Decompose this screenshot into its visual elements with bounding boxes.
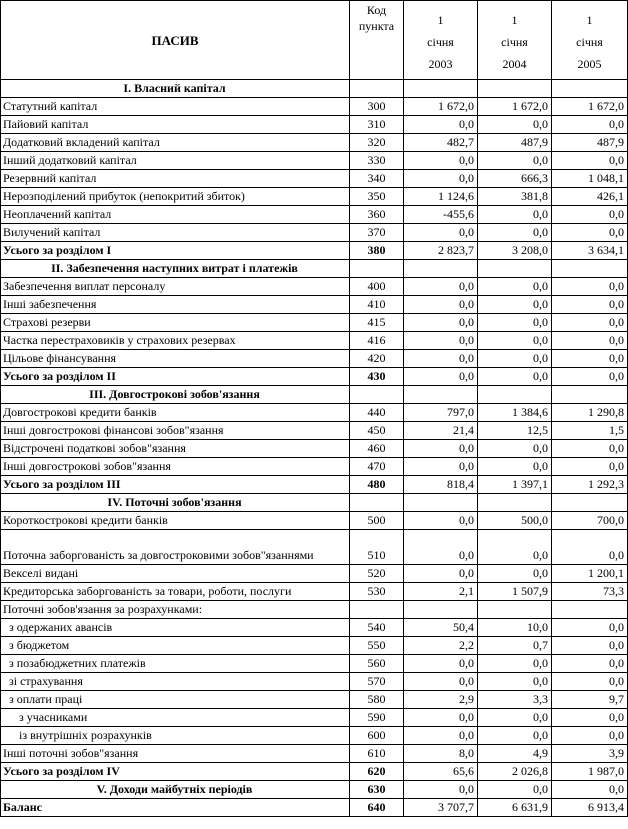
row-label: Інший додатковий капітал [1,152,350,170]
value-2005: 6 913,4 [552,799,628,817]
value-2003: 8,0 [404,745,478,763]
value-2003: 1 124,6 [404,188,478,206]
value-2004: 0,0 [478,152,552,170]
empty-cell [478,601,552,619]
table-row [1,530,628,565]
row-code: 530 [350,583,404,601]
row-label: Короткострокові кредити банків [1,512,350,530]
table-row [1,296,628,314]
value-2004: 0,7 [478,637,552,655]
value-2005: 0,0 [552,224,628,242]
value-2003: 0,0 [404,332,478,350]
value-2003: 65,6 [404,763,478,781]
value-2005: 0,0 [552,458,628,476]
total-row [1,242,628,260]
row-code: 450 [350,422,404,440]
row-label: Баланс [1,799,350,817]
section-title: IV. Поточні зобов'язання [1,494,350,512]
value-2005: 1 290,8 [552,404,628,422]
row-label: зі страхування [1,673,350,691]
row-code: 570 [350,673,404,691]
table-row [1,727,628,745]
value-2005: 0,0 [552,116,628,134]
row-label: Додатковий вкладений капітал [1,134,350,152]
value-2003: 0,0 [404,314,478,332]
value-2003: 50,4 [404,619,478,637]
row-label: з одержаних авансів [1,619,350,637]
value-2004: 0,0 [478,727,552,745]
section-header-row [1,260,628,278]
row-code: 460 [350,440,404,458]
row-code: 310 [350,116,404,134]
value-2004: 0,0 [478,655,552,673]
value-2003: 0,0 [404,350,478,368]
value-2004: 0,0 [478,332,552,350]
value-2004: 0,0 [478,458,552,476]
value-2003: 0,0 [404,565,478,583]
value-2005: 73,3 [552,583,628,601]
value-2004: 0,0 [478,278,552,296]
value-2003: 0,0 [404,152,478,170]
table-row [1,152,628,170]
value-2003: 0,0 [404,512,478,530]
row-code: 480 [350,476,404,494]
row-code: 415 [350,314,404,332]
empty-cell [404,260,478,278]
value-2005: 0,0 [552,673,628,691]
value-2004: 0,0 [478,565,552,583]
value-2005: 0,0 [552,637,628,655]
table-row [1,583,628,601]
value-2003: 0,0 [404,116,478,134]
table-row [1,691,628,709]
value-2004: 0,0 [478,224,552,242]
value-2004: 0,0 [478,440,552,458]
code-column-header: Код пункта [350,1,404,80]
row-label: Інші довгострокові зобов"язання [1,458,350,476]
empty-cell [350,260,404,278]
header-row [1,1,628,80]
section-title: І. Власний капітал [1,80,350,98]
row-label: Відстрочені податкові зобов"язання [1,440,350,458]
empty-cell [552,386,628,404]
empty-cell [404,601,478,619]
value-2005: 0,0 [552,530,628,565]
value-2004: 0,0 [478,781,552,799]
value-2004: 500,0 [478,512,552,530]
value-2003: 0,0 [404,709,478,727]
value-2005: 0,0 [552,350,628,368]
value-2005: 0,0 [552,619,628,637]
row-label: з позабюджетних платежів [1,655,350,673]
total-row [1,368,628,386]
table-row [1,404,628,422]
total-row [1,799,628,817]
row-code: 610 [350,745,404,763]
total-row [1,763,628,781]
empty-cell [552,494,628,512]
row-label: Поточна заборгованість за довгостроковими зобов"язаннями [1,530,350,565]
empty-cell [478,80,552,98]
section-header-row [1,781,628,799]
row-label: Інші поточні зобов"язання [1,745,350,763]
value-2004: 10,0 [478,619,552,637]
row-label: із внутрішніх розрахунків [1,727,350,745]
value-2005: 1 987,0 [552,763,628,781]
value-2004: 1 397,1 [478,476,552,494]
table-row [1,440,628,458]
value-2003: 482,7 [404,134,478,152]
row-code: 500 [350,512,404,530]
row-label: Цільове фінансування [1,350,350,368]
row-code: 550 [350,637,404,655]
empty-cell [478,386,552,404]
table-row [1,512,628,530]
table-row [1,745,628,763]
row-code: 330 [350,152,404,170]
value-2003: 2,2 [404,637,478,655]
row-label: Кредиторська заборгованість за товари, роботи, послуги [1,583,350,601]
value-2005: 0,0 [552,152,628,170]
value-2004: 0,0 [478,206,552,224]
row-code: 380 [350,242,404,260]
section-header-row [1,494,628,512]
row-code: 420 [350,350,404,368]
value-2003: 0,0 [404,673,478,691]
value-2005: 9,7 [552,691,628,709]
value-2003: 0,0 [404,368,478,386]
value-2005: 1 200,1 [552,565,628,583]
value-2005: 0,0 [552,206,628,224]
row-label: з оплати праці [1,691,350,709]
row-label: Інші забезпечення [1,296,350,314]
value-2005: 487,9 [552,134,628,152]
empty-cell [404,80,478,98]
table-row [1,458,628,476]
empty-cell [552,260,628,278]
row-code: 640 [350,799,404,817]
value-2004: 2 026,8 [478,763,552,781]
empty-cell [552,601,628,619]
value-2005: 0,0 [552,727,628,745]
empty-cell [350,80,404,98]
table-row [1,673,628,691]
table-row [1,350,628,368]
empty-cell [552,80,628,98]
row-code: 340 [350,170,404,188]
value-2005: 0,0 [552,296,628,314]
value-2005: 0,0 [552,709,628,727]
value-2004: 6 631,9 [478,799,552,817]
row-label: з учасниками [1,709,350,727]
value-2005: 0,0 [552,781,628,799]
value-2004: 0,0 [478,673,552,691]
value-2003: 3 707,7 [404,799,478,817]
row-label: Усього за розділом І [1,242,350,260]
value-2005: 0,0 [552,368,628,386]
empty-cell [350,601,404,619]
row-label: Усього за розділом ІІ [1,368,350,386]
row-code: 410 [350,296,404,314]
row-label: Неоплачений капітал [1,206,350,224]
row-label: Вилучений капітал [1,224,350,242]
table-row [1,637,628,655]
row-label: Інші довгострокові фінансові зобов"язання [1,422,350,440]
value-2005: 0,0 [552,655,628,673]
value-2003: 2 823,7 [404,242,478,260]
row-code: 600 [350,727,404,745]
value-2005: 426,1 [552,188,628,206]
value-2004: 0,0 [478,368,552,386]
value-2003: 0,0 [404,655,478,673]
value-2003: 21,4 [404,422,478,440]
table-row [1,116,628,134]
row-code: 360 [350,206,404,224]
table-row [1,709,628,727]
table-row [1,224,628,242]
value-2003: 818,4 [404,476,478,494]
value-2003: 0,0 [404,530,478,565]
table-row [1,314,628,332]
row-code: 580 [350,691,404,709]
value-2004: 1 507,9 [478,583,552,601]
value-2003: 2,9 [404,691,478,709]
row-label: з бюджетом [1,637,350,655]
row-label: Частка перестраховиків у страхових резервах [1,332,350,350]
value-2005: 1 672,0 [552,98,628,116]
value-2004: 12,5 [478,422,552,440]
row-code: 350 [350,188,404,206]
value-2004: 3 208,0 [478,242,552,260]
value-2005: 0,0 [552,278,628,296]
empty-cell [478,494,552,512]
value-2003: -455,6 [404,206,478,224]
value-2003: 0,0 [404,224,478,242]
value-2005: 1 048,1 [552,170,628,188]
table-row [1,278,628,296]
row-code: 520 [350,565,404,583]
row-code: 300 [350,98,404,116]
value-2003: 1 672,0 [404,98,478,116]
value-2004: 0,0 [478,116,552,134]
section-header-row [1,386,628,404]
row-code: 560 [350,655,404,673]
value-2004: 487,9 [478,134,552,152]
period-header-2004: 1 січня 2004 [478,1,552,80]
table-row [1,655,628,673]
value-2003: 0,0 [404,278,478,296]
row-label: V. Доходи майбутніх періодів [1,781,350,799]
table-row [1,565,628,583]
table-row [1,170,628,188]
value-2005: 3 634,1 [552,242,628,260]
row-label: Усього за розділом IV [1,763,350,781]
value-2004: 3,3 [478,691,552,709]
row-code: 416 [350,332,404,350]
period-header-2005: 1 січня 2005 [552,1,628,80]
row-label: Нерозподілений прибуток (непокритий збиток) [1,188,350,206]
row-code: 540 [350,619,404,637]
empty-cell [404,494,478,512]
value-2003: 0,0 [404,296,478,314]
table-row [1,98,628,116]
value-2003: 0,0 [404,458,478,476]
row-label: Довгострокові кредити банків [1,404,350,422]
value-2005: 1,5 [552,422,628,440]
row-code: 320 [350,134,404,152]
value-2005: 0,0 [552,332,628,350]
row-label: Пайовий капітал [1,116,350,134]
row-label: Забезпечення виплат персоналу [1,278,350,296]
section-header-row [1,80,628,98]
value-2003: 797,0 [404,404,478,422]
empty-cell [350,386,404,404]
table-row [1,619,628,637]
empty-cell [478,260,552,278]
value-2004: 381,8 [478,188,552,206]
row-label: Статутний капітал [1,98,350,116]
value-2004: 0,0 [478,296,552,314]
value-2004: 0,0 [478,314,552,332]
row-code: 630 [350,781,404,799]
value-2004: 0,0 [478,709,552,727]
row-label: Усього за розділом ІІІ [1,476,350,494]
value-2004: 0,0 [478,530,552,565]
value-2005: 0,0 [552,440,628,458]
value-2005: 3,9 [552,745,628,763]
row-code: 430 [350,368,404,386]
value-2004: 1 672,0 [478,98,552,116]
value-2003: 0,0 [404,781,478,799]
value-2004: 0,0 [478,350,552,368]
empty-cell [404,386,478,404]
table-row [1,422,628,440]
value-2004: 4,9 [478,745,552,763]
table-row [1,134,628,152]
value-2003: 0,0 [404,440,478,458]
value-2003: 0,0 [404,170,478,188]
row-code: 440 [350,404,404,422]
row-code: 370 [350,224,404,242]
row-label: Резервний капітал [1,170,350,188]
row-code: 620 [350,763,404,781]
value-2003: 0,0 [404,727,478,745]
row-code: 470 [350,458,404,476]
section-title: ІІ. Забезпечення наступних витрат і платежів [1,260,350,278]
table-row [1,206,628,224]
section-title: ІІІ. Довгострокові зобов'язання [1,386,350,404]
value-2004: 1 384,6 [478,404,552,422]
period-header-2003: 1 січня 2003 [404,1,478,80]
group-label-row [1,601,628,619]
row-code: 400 [350,278,404,296]
value-2005: 1 292,3 [552,476,628,494]
value-2004: 666,3 [478,170,552,188]
value-2003: 2,1 [404,583,478,601]
table-row [1,332,628,350]
total-row [1,476,628,494]
table-row [1,188,628,206]
row-code: 590 [350,709,404,727]
row-label: Векселі видані [1,565,350,583]
value-2005: 700,0 [552,512,628,530]
row-label: Страхові резерви [1,314,350,332]
group-label: Поточні зобов'язання за розрахунками: [1,601,350,619]
empty-cell [350,494,404,512]
table-title: ПАСИВ [1,1,350,80]
row-code: 510 [350,530,404,565]
value-2005: 0,0 [552,314,628,332]
